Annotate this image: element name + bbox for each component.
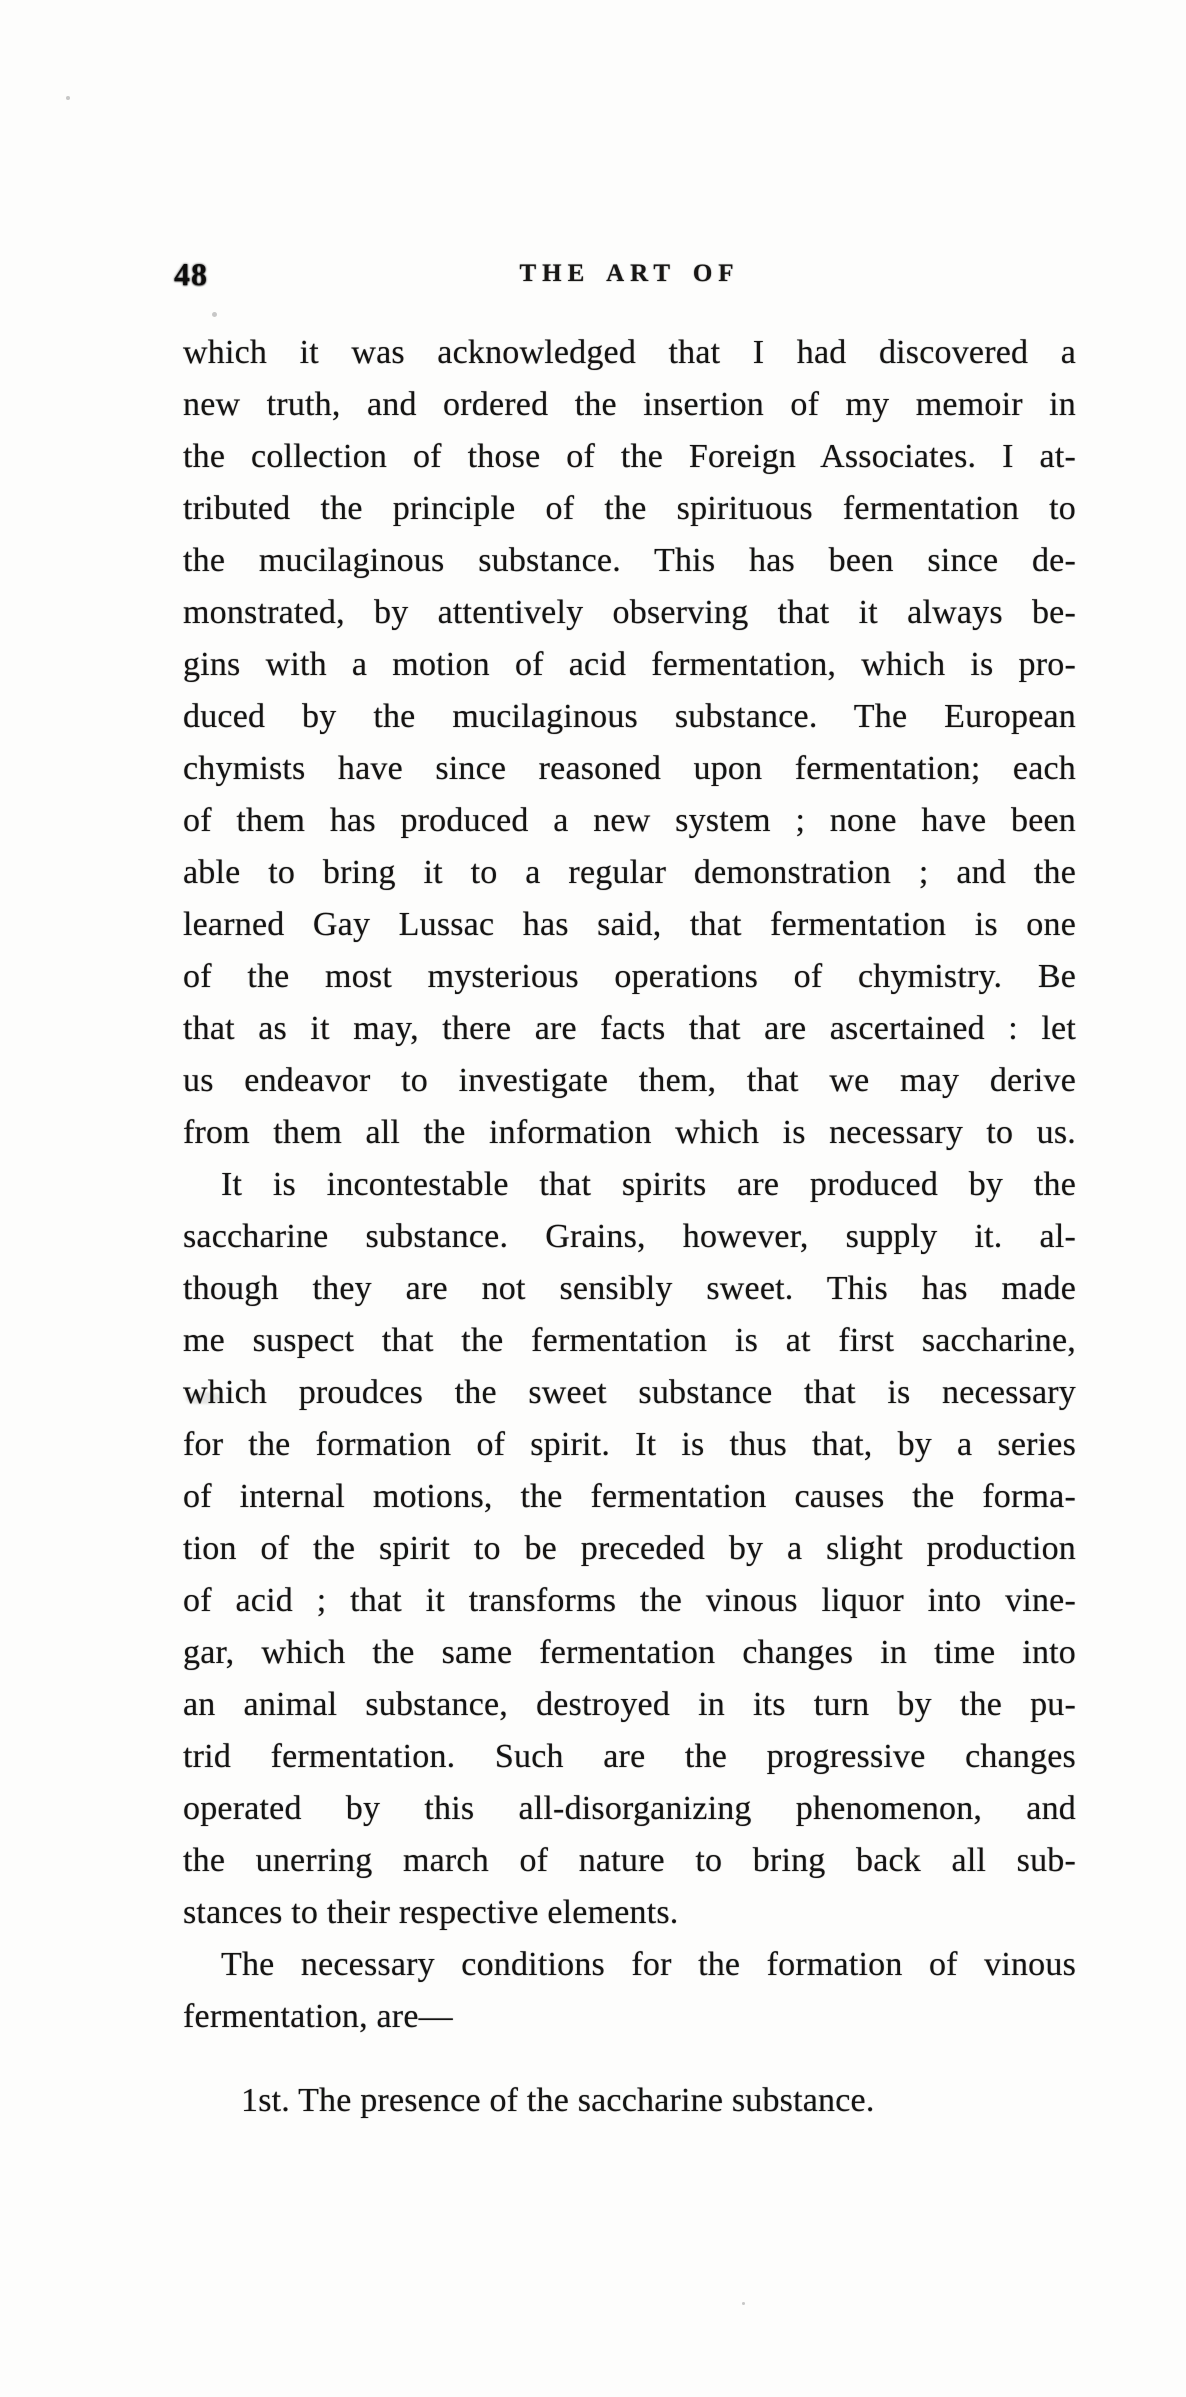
text-line: the mucilaginous substance. This has been since de- bbox=[183, 542, 1076, 579]
text-line: us endeavor to investigate them, that we may derive bbox=[183, 1062, 1076, 1099]
text-line: The necessary conditions for the formation of vinous bbox=[221, 1946, 1076, 1983]
text-line: the unerring march of nature to bring back all sub- bbox=[183, 1842, 1076, 1879]
text-line: which it was acknowledged that I had discovered a bbox=[183, 334, 1076, 371]
text-line: learned Gay Lussac has said, that fermentation is one bbox=[183, 906, 1076, 943]
text-line: trid fermentation. Such are the progressive changes bbox=[183, 1738, 1076, 1775]
text-line: operated by this all-disorganizing phenomenon, and bbox=[183, 1790, 1076, 1827]
text-line: gar, which the same fermentation changes in time into bbox=[183, 1634, 1076, 1671]
text-line: tion of the spirit to be preceded by a slight production bbox=[183, 1530, 1076, 1567]
text-line: fermentation, are— bbox=[183, 1998, 453, 2035]
text-line: saccharine substance. Grains, however, supply it. al- bbox=[183, 1218, 1076, 1255]
text-line: though they are not sensibly sweet. This has made bbox=[183, 1270, 1076, 1307]
text-line: of acid ; that it transforms the vinous liquor into vine- bbox=[183, 1582, 1076, 1619]
scan-artifact bbox=[742, 2302, 745, 2305]
text-line: stances to their respective elements. bbox=[183, 1894, 679, 1931]
text-line: of the most mysterious operations of chymistry. Be bbox=[183, 958, 1076, 995]
text-line: from them all the information which is necessary to us. bbox=[183, 1114, 1076, 1151]
scan-artifact bbox=[66, 96, 70, 100]
text-line: 1st. The presence of the saccharine substance. bbox=[241, 2082, 875, 2119]
text-line: monstrated, by attentively observing that it always be- bbox=[183, 594, 1076, 631]
text-line: new truth, and ordered the insertion of my memoir in bbox=[183, 386, 1076, 423]
text-line: me suspect that the fermentation is at first saccharine, bbox=[183, 1322, 1076, 1359]
text-line: the collection of those of the Foreign Associates. I at- bbox=[183, 438, 1076, 475]
body-text bbox=[183, 327, 1076, 2127]
text-line: of internal motions, the fermentation causes the forma- bbox=[183, 1478, 1076, 1515]
text-line: duced by the mucilaginous substance. The European bbox=[183, 698, 1076, 735]
scan-artifact bbox=[186, 1392, 220, 1404]
text-line: that as it may, there are facts that are ascertained : let bbox=[183, 1010, 1076, 1047]
running-header: THE ART OF bbox=[519, 260, 740, 287]
text-line: of them has produced a new system ; none have been bbox=[183, 802, 1076, 839]
scan-artifact bbox=[212, 312, 217, 317]
text-line: for the formation of spirit. It is thus that, by a series bbox=[183, 1426, 1076, 1463]
text-line: an animal substance, destroyed in its turn by the pu- bbox=[183, 1686, 1076, 1723]
text-line: chymists have since reasoned upon fermentation; each bbox=[183, 750, 1076, 787]
text-line: able to bring it to a regular demonstration ; and the bbox=[183, 854, 1076, 891]
text-line: which proudces the sweet substance that is necessary bbox=[183, 1374, 1076, 1411]
text-line: gins with a motion of acid fermentation, which is pro- bbox=[183, 646, 1076, 683]
text-line: It is incontestable that spirits are produced by the bbox=[221, 1166, 1076, 1203]
text-line: tributed the principle of the spirituous fermentation to bbox=[183, 490, 1076, 527]
page-number: 48 bbox=[174, 256, 208, 292]
